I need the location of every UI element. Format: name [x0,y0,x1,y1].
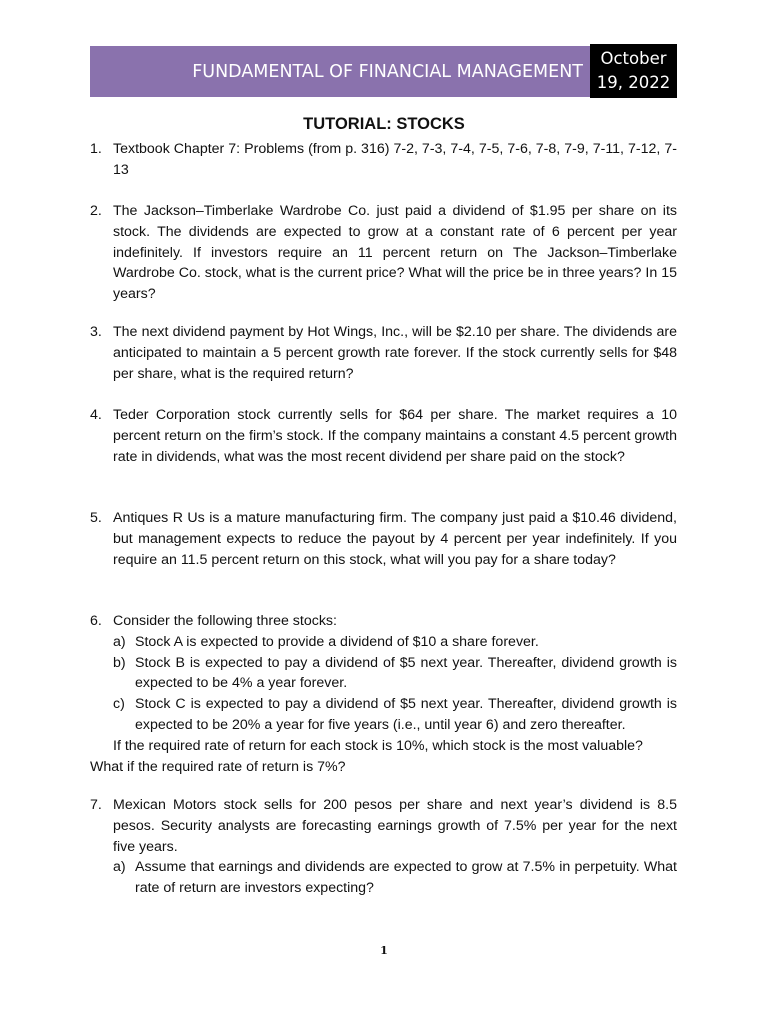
problem-2 [90,201,677,305]
problem-number: 5. [90,510,102,526]
sub-item-b [113,653,677,695]
sub-item-a [113,857,677,899]
problem-text: The next dividend payment by Hot Wings, Inc., will be $2.10 per share. The dividends are anticipated to maintain a 5 percent growth rate forever. If the stock currently sells for $48 per share, what is the required return? [113,324,677,382]
course-title: FUNDAMENTAL OF FINANCIAL MANAGEMENT [192,61,583,82]
problem-4 [90,405,677,467]
problem-number: 2. [90,203,102,219]
problem-text: Antiques R Us is a mature manufacturing firm. The company just paid a $10.46 dividend, but management expects to reduce the payout by 4 percent per year indefinitely. If you require an 11.5 percent return on this stock, what will you pay for a share today? [113,510,677,568]
header-banner [90,46,590,97]
problem-number: 3. [90,324,102,340]
problem-text: Consider the following three stocks: [113,613,337,629]
problem-6 [90,611,677,777]
problem-6-question-line-1: If the required rate of return for each stock is 10%, which stock is the most valuable? [113,737,643,754]
problem-3 [90,322,677,384]
page-number: 1 [380,944,388,957]
problem-1 [90,139,677,181]
problem-number: 1. [90,141,102,157]
sub-text: Stock B is expected to pay a dividend of $5 next year. Thereafter, dividend growth is expected to be 4% a year forever. [135,654,677,692]
problem-number: 6. [90,613,102,629]
problem-7 [90,795,677,899]
problem-text: Mexican Motors stock sells for 200 pesos per share and next year’s dividend is 8.5 pesos. Security analysts are forecasting earnings growth of 7.5% per year for the next five years. [113,797,677,855]
sub-text: Stock A is expected to provide a dividend of $10 a share forever. [135,633,539,650]
sub-item-c [113,694,677,736]
problem-number: 4. [90,407,102,423]
date-line-2: 19, 2022 [596,73,671,92]
sub-text: Stock C is expected to pay a dividend of $5 next year. Thereafter, dividend growth is expected to be 20% a year for five years (i.e., until year 6) and zero thereafter. [135,696,677,733]
problem-6-question-line-2: What if the required rate of return is 7%? [90,758,346,775]
problem-text: Teder Corporation stock currently sells for $64 per share. The market requires a 10 percent return on the firm’s stock. If the company maintains a constant 4.5 percent growth rate in dividends, what was the most recent dividend per share paid on the stock? [113,407,677,465]
sub-label: a) [113,633,126,650]
problem-text: Textbook Chapter 7: Problems (from p. 316) 7-2, 7-3, 7-4, 7-5, 7-6, 7-8, 7-9, 7-11, 7-12, 7-13 [113,141,677,178]
date-line-1: October [600,49,667,68]
sub-label: b) [113,654,126,671]
date-box [590,44,677,98]
sub-item-a [113,632,677,653]
problem-number: 7. [90,797,102,813]
sub-label: a) [113,859,126,876]
sub-text: Assume that earnings and dividends are expected to grow at 7.5% in perpetuity. What rate of return are investors expecting? [135,859,677,897]
problem-text: The Jackson–Timberlake Wardrobe Co. just paid a dividend of $1.95 per share on its stock. The dividends are expected to grow at a constant rate of 6 percent per year indefinitely. If investors require an 11 percent return on The Jackson–Timberlake Wardrobe Co. stock, what is the current price? What will the price be in three years? In 15 years? [113,203,677,303]
sub-label: c) [113,696,125,713]
page-title: TUTORIAL: STOCKS [303,115,465,133]
problem-5 [90,508,677,570]
